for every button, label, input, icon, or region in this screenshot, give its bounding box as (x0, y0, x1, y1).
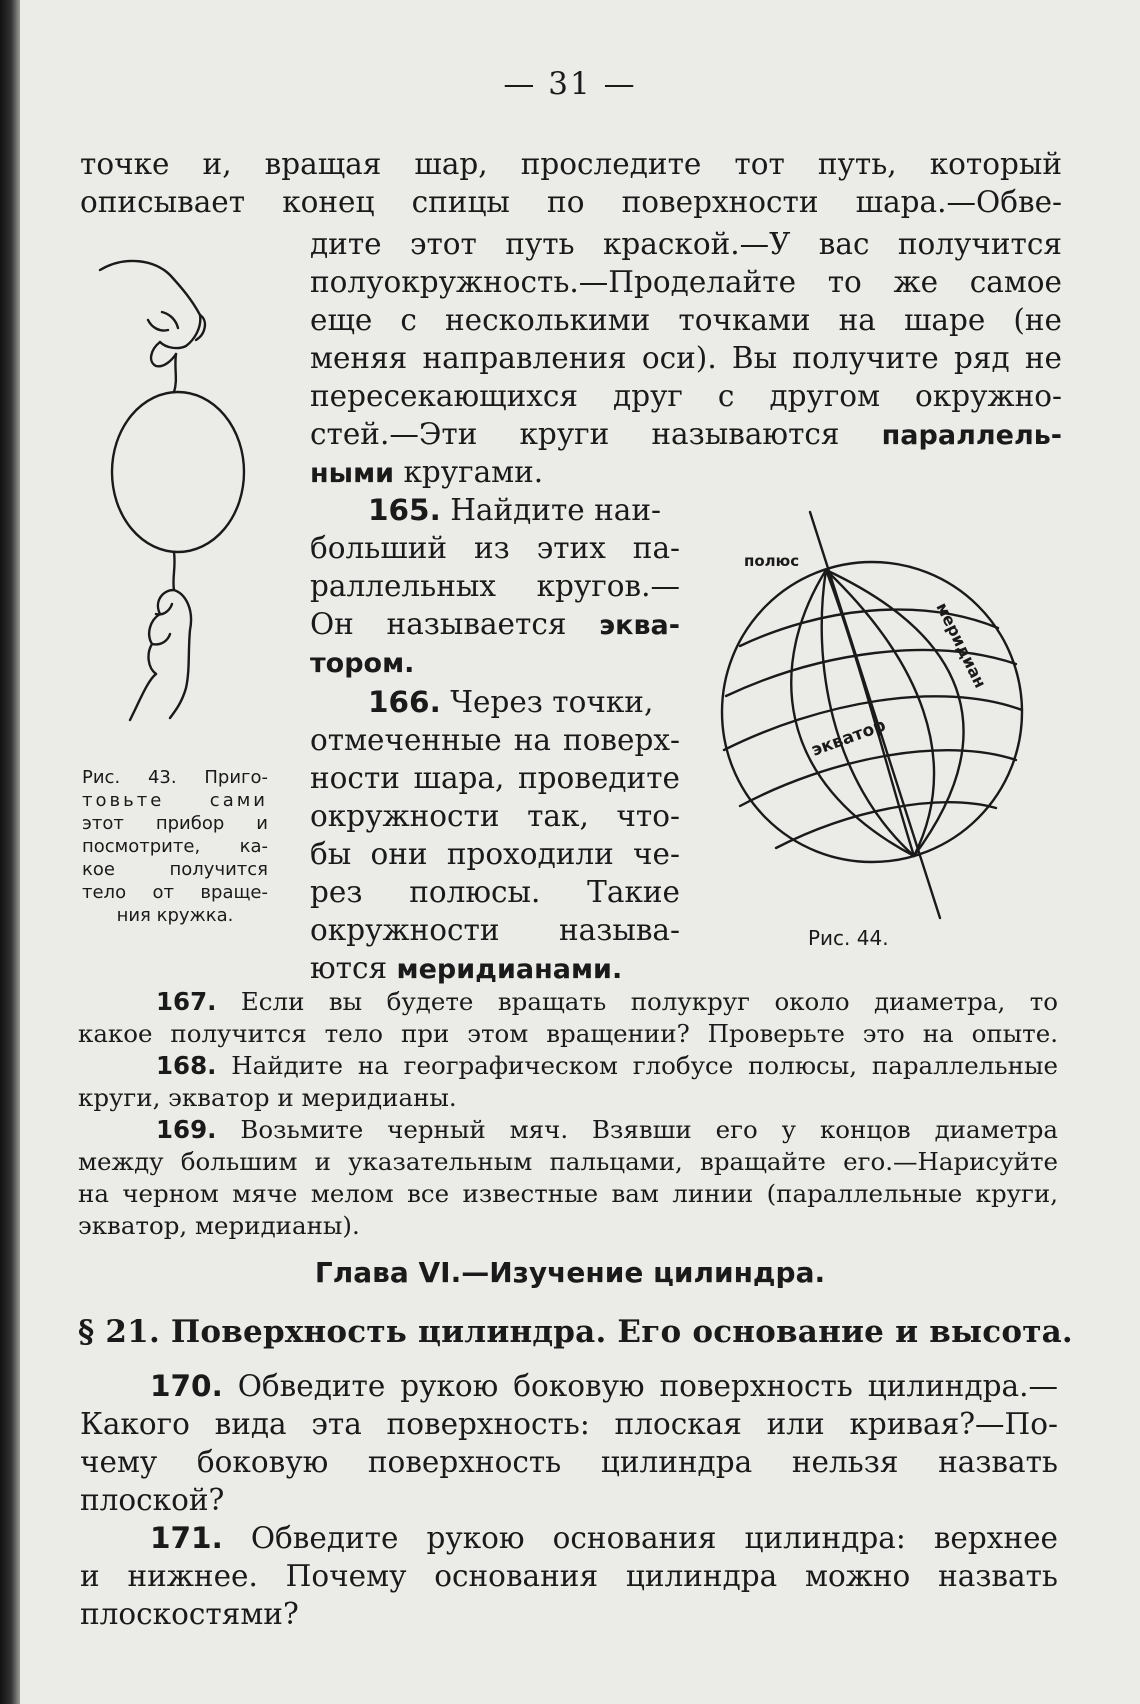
figure-44-globe (700, 500, 1060, 930)
text-fragment: Возьмите черный мяч. Взявши его у концов диаметра (240, 1115, 1058, 1144)
exercise-number: 166. (368, 685, 441, 719)
exercise-number: 168. (156, 1051, 217, 1080)
figure-44-caption: Рис. 44. (808, 926, 889, 950)
text-line: больший из этих па- (310, 531, 680, 565)
text-line (310, 606, 680, 644)
exercise-number: 171. (150, 1521, 223, 1555)
text-fragment: Обведите рукою основания цилиндра: верхнее (250, 1521, 1058, 1555)
text-fragment: Найдите наи- (450, 493, 662, 527)
exercise-166-line (368, 684, 653, 720)
text-fragment: Через точки, (450, 685, 654, 719)
text-line: окружности называ- (310, 913, 680, 947)
caption-line: этот прибор и (82, 813, 268, 834)
globe-meridian-label: меридиан (932, 599, 991, 691)
caption-line: Рис. 43. Приго- (82, 767, 268, 788)
caption-line: ния кружка. (116, 905, 234, 926)
exercise-number: 170. (150, 1369, 223, 1403)
text-line (310, 644, 414, 682)
text-line: описывает конец спицы по поверхности шара.—Обве- (80, 185, 1062, 219)
term-equator-end: тором. (310, 648, 415, 679)
text-line: чему боковую поверхность цилиндра нельзя назвать (80, 1445, 1058, 1479)
term-parallel: параллель- (881, 420, 1062, 451)
caption-line: товьте сами (82, 790, 268, 811)
text-line: точке и, вращая шар, проследите тот путь, который (80, 147, 1062, 181)
text-fragment: Он называется (310, 607, 567, 641)
text-line: еще с несколькими точками на шаре (не (310, 303, 1062, 337)
text-fragment: Если вы будете вращать полукруг около диаметра, то (240, 987, 1058, 1016)
text-fragment: стей.—Эти круги называются (310, 417, 840, 451)
text-line: плоской? (80, 1483, 225, 1517)
text-line (310, 950, 622, 988)
text-line: полуокружность.—Проделайте то же самое (310, 265, 1062, 299)
text-line: пересекающихся друг с другом окружно- (310, 379, 1062, 413)
exercise-165-line (368, 492, 661, 528)
caption-line: кое получится (82, 859, 268, 880)
text-line: отмеченные на поверх- (310, 723, 680, 757)
text-fragment: ются (310, 951, 388, 985)
text-line: раллельных кругов.— (310, 569, 680, 603)
exercise-170-line (150, 1368, 1058, 1404)
figure-43-caption (82, 766, 268, 927)
figure-43-illustration (90, 250, 290, 730)
text-line: Какого вида эта поверхность: плоская или кривая?—По- (80, 1407, 1058, 1441)
text-line: бы они проходили че- (310, 837, 680, 871)
exercise-167-line (156, 986, 1058, 1017)
term-meridians: меридианами. (396, 954, 623, 985)
caption-line: тело от враще- (82, 882, 268, 903)
globe-pole-label: полюс (744, 552, 800, 570)
exercise-number: 169. (156, 1115, 217, 1144)
text-line: экватор, меридианы). (78, 1211, 360, 1240)
text-line (310, 454, 543, 492)
text-line: и нижнее. Почему основания цилиндра можно назвать (80, 1559, 1058, 1593)
text-fragment: Обведите рукою боковую поверхность цилиндра.— (237, 1369, 1058, 1403)
text-line: плоскостями? (80, 1597, 299, 1631)
exercise-169-line (156, 1114, 1058, 1145)
chapter-title: Глава VI.—Изучение цилиндра. (314, 1256, 826, 1289)
text-line: какое получится тело при этом вращении? Проверьте это на опыте. (78, 1019, 1058, 1048)
globe-equator-label: экватор (808, 715, 889, 761)
text-line: круги, экватор и меридианы. (78, 1083, 457, 1112)
text-line: ности шара, проведите (310, 761, 680, 795)
text-line: дите этот путь краской.—У вас получится (310, 227, 1062, 261)
caption-line: посмотрите, ка- (82, 836, 268, 857)
text-line: между большим и указательным пальцами, вращайте его.—Нарисуйте (78, 1147, 1058, 1176)
page-number: — 31 — (503, 66, 637, 102)
exercise-number: 165. (368, 493, 441, 527)
text-line (310, 416, 1062, 454)
text-fragment: кругами. (403, 455, 544, 489)
exercise-171-line (150, 1520, 1058, 1556)
term-equator: эква- (599, 610, 680, 641)
text-line: рез полюсы. Такие (310, 875, 680, 909)
text-line: меняя направления оси). Вы получите ряд не (310, 341, 1062, 375)
text-line: на черном мяче мелом все известные вам линии (параллельные круги, (78, 1179, 1058, 1208)
exercise-number: 167. (156, 987, 217, 1016)
term-parallel-end: ными (310, 458, 395, 489)
text-line: окружности так, что- (310, 799, 680, 833)
section-title: § 21. Поверхность цилиндра. Его основание и высота. (78, 1314, 1073, 1350)
exercise-168-line (156, 1050, 1058, 1081)
text-fragment: Найдите на географическом глобусе полюсы, параллельные (231, 1051, 1058, 1080)
